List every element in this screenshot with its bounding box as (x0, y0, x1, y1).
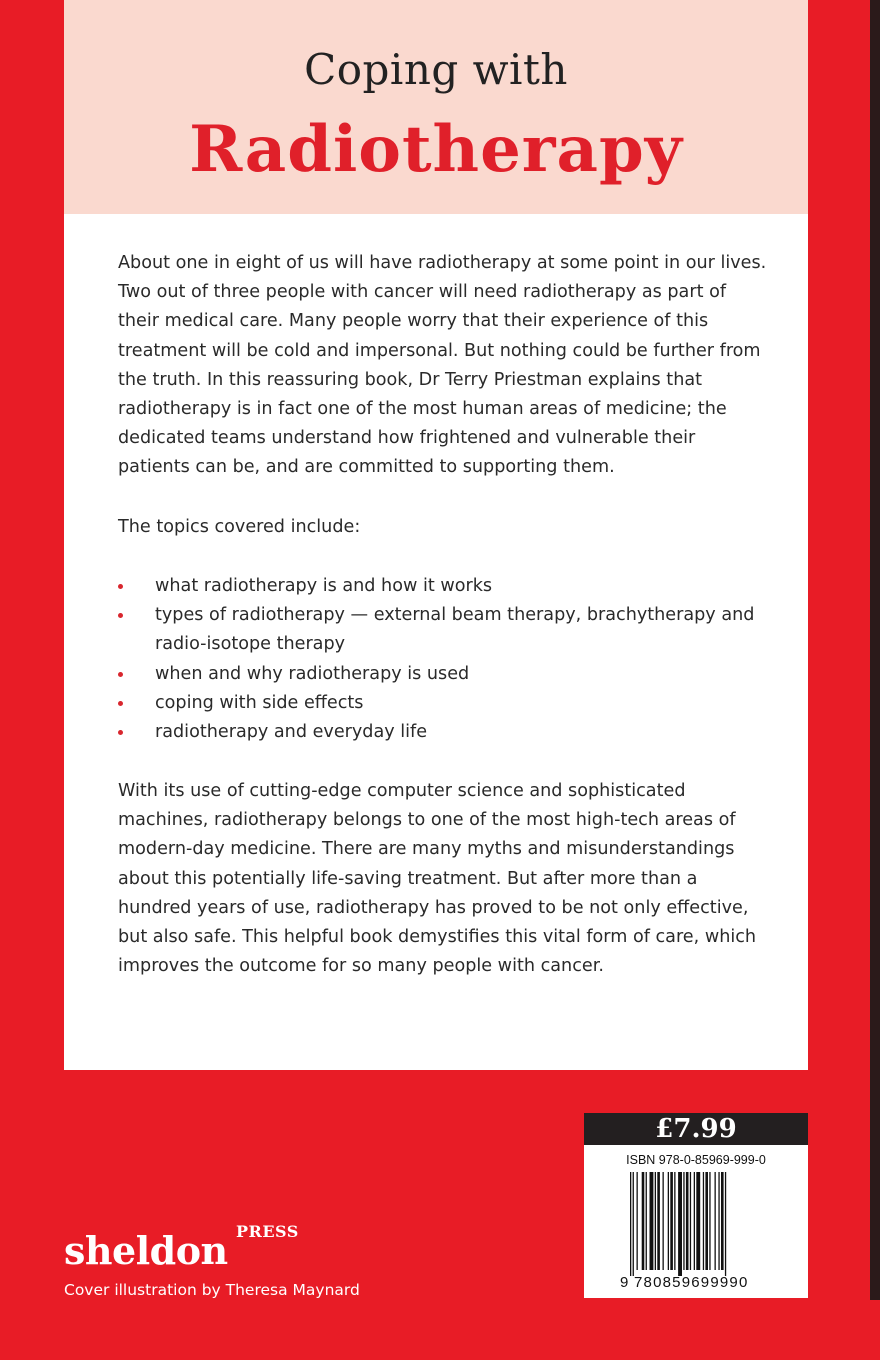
bullet-icon (118, 672, 123, 677)
barcode-box (584, 1113, 808, 1298)
barcode-digits-rest: 780859699990 (634, 1274, 749, 1291)
barcode-icon (630, 1172, 762, 1276)
topic-item (118, 601, 778, 659)
topic-text: radiotherapy and everyday life (155, 722, 428, 743)
bullet-icon (118, 613, 123, 618)
bullet-icon (118, 584, 123, 589)
topic-item (118, 718, 778, 747)
topic-text: what radiotherapy is and how it works (155, 576, 493, 596)
title-block (64, 0, 808, 214)
bullet-icon (118, 730, 123, 735)
price-label: £7.99 (584, 1113, 808, 1145)
blurb-panel (64, 0, 808, 1070)
spine-edge (870, 0, 880, 1300)
illustration-credit: Cover illustration by Theresa Maynard (64, 1281, 360, 1299)
title-line-1: Coping with (304, 45, 568, 94)
bullet-icon (118, 701, 123, 706)
logo-name: sheldon (64, 1228, 228, 1273)
topic-item (118, 572, 778, 601)
topic-item (118, 689, 778, 718)
title-line-2: Radiotherapy (189, 112, 683, 187)
topics-intro: The topics covered include: (118, 517, 361, 537)
closing-paragraph: With its use of cutting-edge computer science and sophisticated machines, radiotherapy belongs to one of the most high-tech areas of modern-day medicine. There are many myths and misunderstandings about this potentially life-saving treatment. But after more than a hundred years of use, radiotherapy has proved to be not only effective, but also safe. This helpful book demystifies this vital form of care, which improves the outcome for so many people with cancer. (118, 781, 757, 977)
logo-press: PRESS (236, 1222, 299, 1241)
topics-list (118, 572, 778, 747)
topic-text: when and why radiotherapy is used (155, 663, 470, 684)
barcode-digit-first: 9 (620, 1274, 629, 1291)
topic-text: types of radiotherapy — external beam therapy, brachytherapy and radio-isotope therapy (155, 605, 755, 655)
isbn-label: ISBN 978-0-85969-999-0 (626, 1153, 766, 1167)
intro-paragraph: About one in eight of us will have radiotherapy at some point in our lives. Two out of three people with cancer will need radiotherapy as part of their medical care. Many people worry that their experience of this treatment will be cold and impersonal. But nothing could be further from the truth. In this reassuring book, Dr Terry Priestman explains that radiotherapy is in fact one of the most human areas of medicine; the dedicated teams understand how frightened and vulnerable their patients can be, and are committed to supporting them. (118, 253, 767, 478)
topic-item (118, 660, 778, 689)
topic-text: coping with side effects (155, 692, 364, 713)
